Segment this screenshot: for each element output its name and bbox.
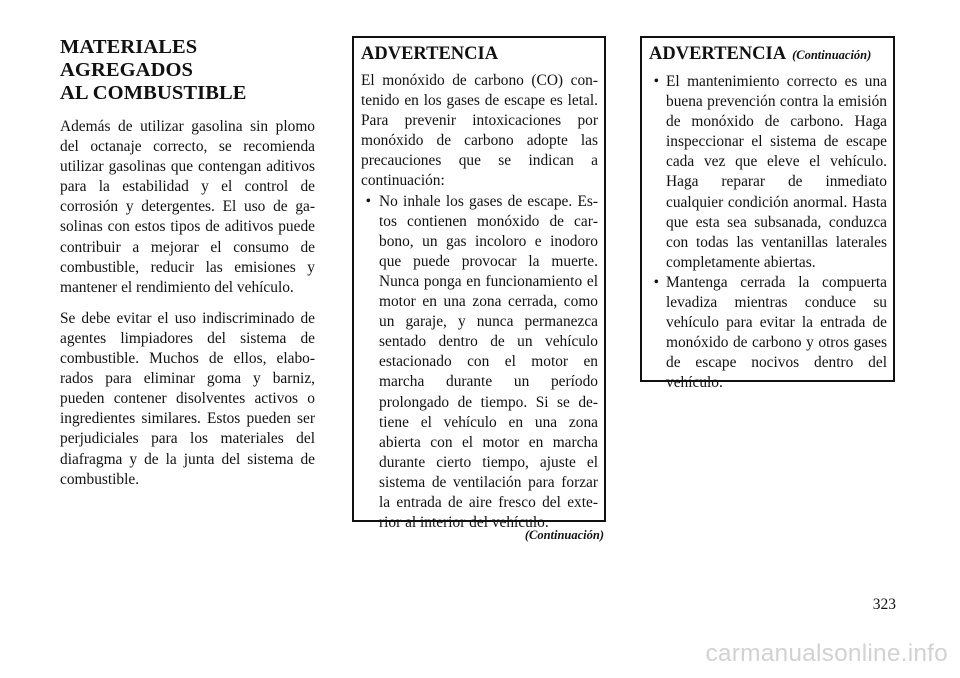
warning-bullet-list (649, 72, 887, 394)
warning-title: ADVERTENCIA (361, 44, 499, 64)
warning-box (352, 36, 606, 532)
bullet-icon: • (365, 192, 371, 210)
warning-bullet-item (361, 192, 598, 534)
warning-intro: El monóxido de carbono (CO) contenido en los gases de escape es letal. Para prevenir intoxicaciones por monóxido de carbono adopte las precauciones que se indican a continuación: (361, 72, 598, 190)
section-title-line-2: AL COMBUSTIBLE (60, 82, 247, 104)
warning-bullet-list (361, 192, 598, 534)
warning-title-text: ADVERTENCIA (649, 44, 787, 64)
warning-bullet-text: Mantenga cerrada la compuerta levadiza mientras conduce su vehículo para evitar la entrada de monóxido de carbono y otros gases de escape nocivos dentro del vehículo. (666, 273, 887, 392)
warning-bullet-item (649, 72, 887, 273)
warning-bullet-text: No inhale los gases de escape. Estos contienen monóxido de carbono, un gas incoloro e inodoro que puede provocar la muerte. Nunca ponga en funcionamiento el motor en una zona cerrada, como un garaje, y nunca permanezca sentado dentro de un vehículo estacionado con el motor en marcha durante un período prolongado de tiempo. Si se detiene el vehículo en una zona abierta con el motor en marcha durante cierto tiempo, ajuste el sistema de ventilación para forzar la entrada de aire fresco del exterior al interior del vehículo. (379, 192, 598, 532)
body-paragraph: Además de utilizar gasolina sin plomo del octanaje correcto, se recomienda utilizar gasolinas que contengan aditivos para la estabilidad y el control de corrosión y detergentes. El uso de gasolinas con estos tipos de aditivos puede contribuir a mejorar el consumo de combustible, reducir las emisiones y mantener el rendimiento del vehículo. (60, 118, 315, 296)
warning-box-continued (640, 36, 895, 392)
section-title-line-1: MATERIALES AGREGADOS (60, 36, 198, 81)
warning-bullet-text: El mantenimiento correcto es una buena prevención contra la emisión de monóxido de carbono. Haga inspeccionar el sistema de escape cada vez que eleve el vehículo. Haga reparar de inmediato cualquier condición anormal. Hasta que esta sea subsanada, conduzca con todas las ventanillas laterales completamente abiertas. (666, 73, 887, 271)
warning-bullet-item (649, 273, 887, 394)
section-title (60, 36, 315, 105)
continued-note: (Continuación) (524, 528, 604, 542)
page-number: 323 (872, 596, 896, 613)
body-paragraph: Se debe evitar el uso indiscriminado de agentes limpiadores del sistema de combustible. Muchos de ellos, elaborados para eliminar goma y barniz, pueden contener disolventes activos o ingredientes similares. Estos pueden ser perjudiciales para los materiales del diafragma y de la junta del sistema de combustible. (60, 309, 315, 488)
warning-column (352, 36, 606, 543)
watermark-text: carmanualsonline.info (705, 640, 948, 667)
bullet-icon: • (653, 73, 659, 90)
warning-continued-column (640, 36, 895, 392)
warning-title-continued: (Continuación) (792, 48, 872, 62)
warning-title (649, 42, 887, 67)
bullet-icon: • (653, 273, 659, 291)
section-column (60, 36, 315, 501)
